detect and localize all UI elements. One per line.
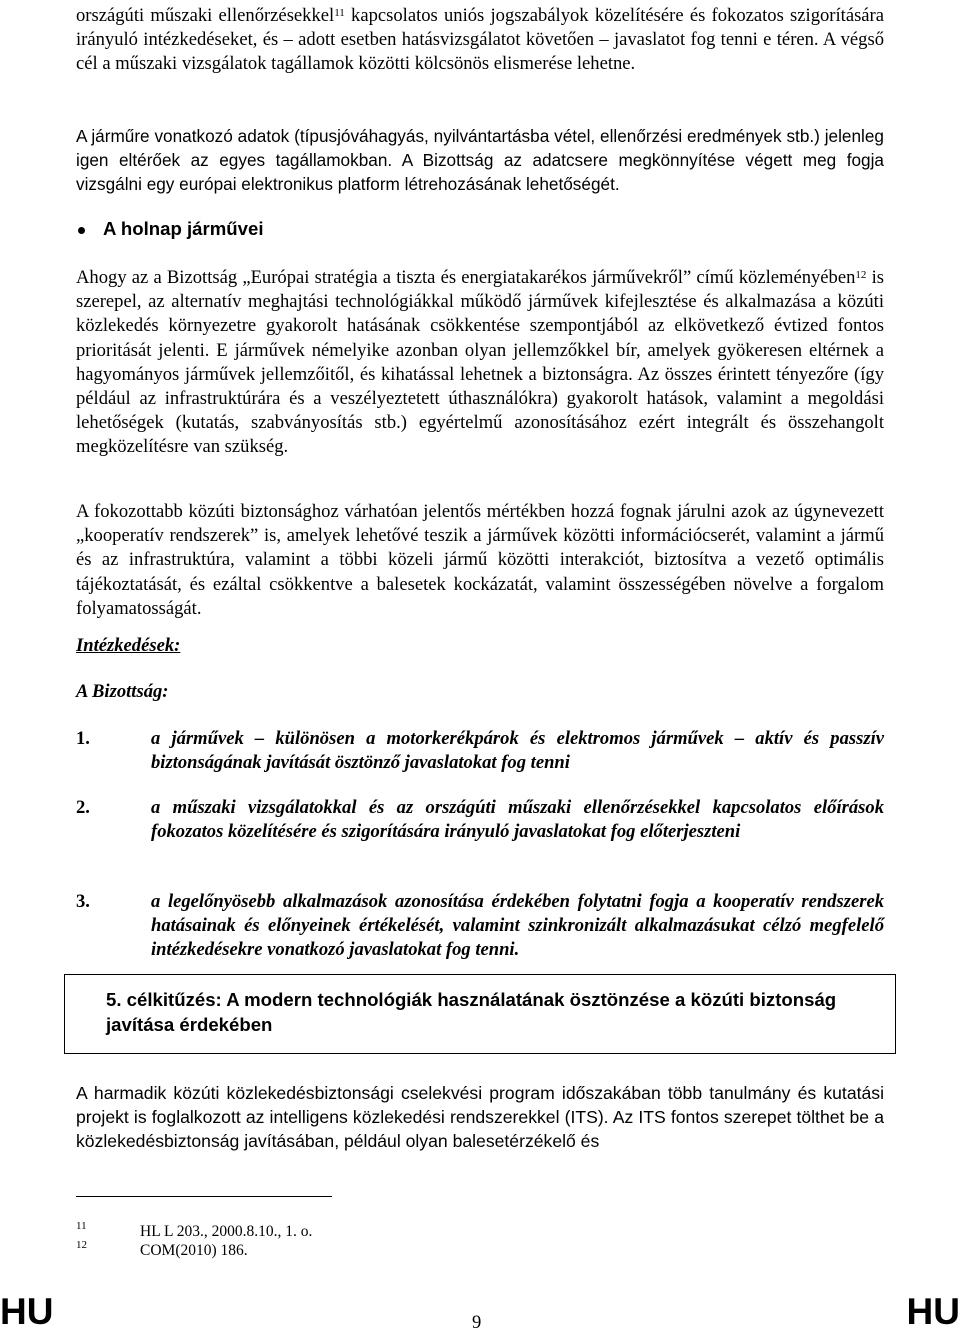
footnote-ref-11[interactable]: 11 <box>334 7 345 19</box>
page-number: 9 <box>472 1312 482 1333</box>
footnote-ref-12[interactable]: 12 <box>855 269 867 281</box>
measures-subheading: A Bizottság: <box>76 681 169 702</box>
measure-text: a legelőnyösebb alkalmazások azonosítása érdekében folytatni fogja a kooperatív rendszerek hatásainak és előnyeinek értékelését, valamint szinkronizált alkalmazásukat célzó megfelelő intézkedésekre vonatkozó javaslatokat fog tenni. <box>151 891 884 961</box>
footnote-number: 12 <box>76 1239 87 1251</box>
measure-item <box>76 890 884 963</box>
bullet-icon <box>78 227 85 234</box>
footer-language-left: HU <box>0 1291 54 1332</box>
footnote-text: COM(2010) 186. <box>140 1242 248 1259</box>
objective-box <box>64 974 896 1054</box>
intro-paragraph-1: országúti műszaki ellenőrzésekkel$^{11}$ kapcsolatos uniós jogszabályok közelítésére és fokozatos szigorítására irányuló intézkedéseket, és – adott esetben hatásvizsgálatot követően – javaslatot fog tenni e téren. A végső cél a műszaki vizsgálatok tagállamok közötti kölcsönös elismerése lehetne. <box>76 5 885 75</box>
measure-item <box>76 796 884 844</box>
footnote-separator <box>76 1196 332 1197</box>
measure-text: a műszaki vizsgálatokkal és az országúti műszaki ellenőrzésekkel kapcsolatos előírások fokozatos közelítésére és szigorítására irányuló javaslatokat fog előterjeszteni <box>151 797 884 843</box>
measure-number: 3. <box>76 891 90 912</box>
footnote-number: 11 <box>76 1220 87 1232</box>
objective-title: 5. célkitűzés: A modern technológiák használatának ösztönzése a közúti biztonság javítása érdekében <box>106 989 837 1035</box>
measure-number: 2. <box>76 797 90 818</box>
measure-number: 1. <box>76 728 90 749</box>
measure-text: a járművek – különösen a motorkerékpárok és elektromos járművek – aktív és passzív biztonságának javítását ösztönző javaslatokat fog tenni <box>151 728 884 774</box>
closing-paragraph: A harmadik közúti közlekedésbiztonsági cselekvési program időszakában több tanulmány és kutatási projekt is foglalkozott az intelligens közlekedési rendszerekkel (ITS). Az ITS fontos szerepet tölthet be a közlekedésbiztonság javításában, például olyan balesetérzékelő és <box>76 1083 884 1152</box>
body-paragraph-vehicles: Ahogy az a Bizottság „Európai stratégia a tiszta és energiatakarékos járművekről” című közleményében$^{12}$ is szerepel, az alternatív meghajtási technológiákkal működő járművek kifejlesztése és alkalmazása a közúti közlekedés környezetre gyakorolt hatásának csökkentése szempontjából az elkövetkező évtized fontos prioritását jelenti. E járművek némelyike azonban olyan jellemzőkkel bír, amelyek gyökeresen eltérnek a hagyományos járművek jellemzőitől, és kihatással lehetnek a biztonságra. Az összes érintett tényezőre (így például az infrastruktúrára és a veszélyeztetett úthasználókra) gyakorolt hatások, valamint a megoldási lehetőségek (kutatás, szabványosítás stb.) egyértelmű azonosításához ezért integrált és összehangolt megközelítésre van szükség. <box>76 267 884 458</box>
intro-paragraph-2: A járműre vonatkozó adatok (típusjóváhagyás, nyilvántartásba vétel, ellenőrzési eredmények stb.) jelenleg igen eltérőek az egyes tagállamokban. A Bizottság az adatcsere megkönnyítése végett meg fogja vizsgálni egy európai elektronikus platform létrehozásának lehetőségét. <box>76 126 884 195</box>
section-bullet-heading: A holnap járművei <box>103 218 264 239</box>
footnote-text: HL L 203., 2000.8.10., 1. o. <box>140 1223 313 1240</box>
measures-heading: Intézkedések: <box>76 635 181 656</box>
measure-item <box>76 727 884 775</box>
body-paragraph-cooperative: A fokozottabb közúti biztonsághoz várhatóan jelentős mértékben hozzá fognak járulni azok az úgynevezett „kooperatív rendszerek” is, amelyek lehetővé teszik a járművek közötti információcserét, valamint a jármű és az infrastruktúra, valamint a többi közeli jármű közötti interakciót, biztosítva a vezető optimális tájékoztatását, és ezáltal csökkentve a balesetek kockázatát, valamint összességében növelve a forgalom folyamatosságát. <box>76 501 884 619</box>
footer-language-right: HU <box>906 1291 960 1332</box>
